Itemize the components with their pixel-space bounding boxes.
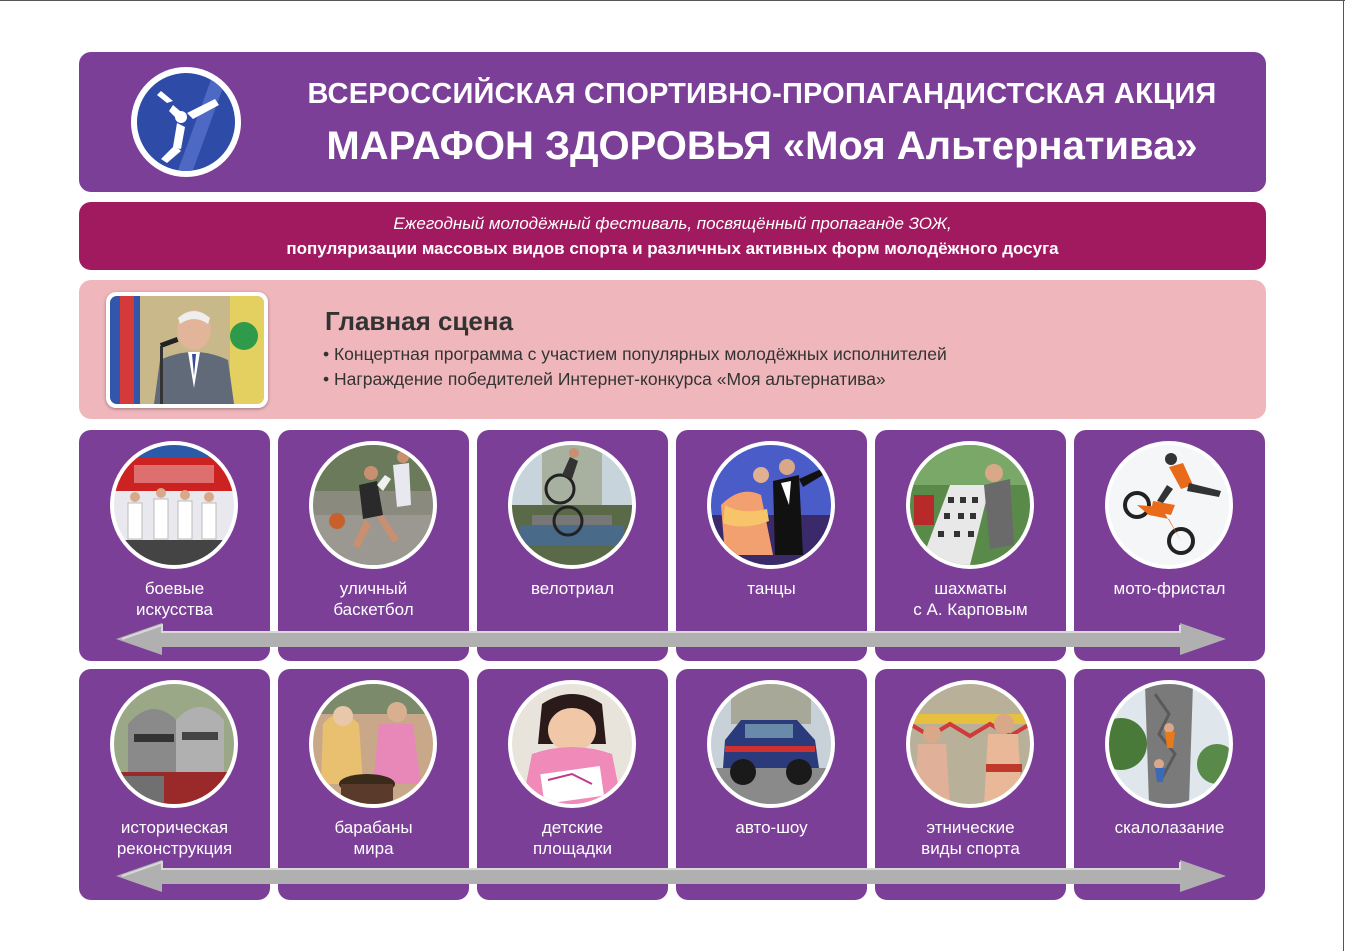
double-arrow-row2: [116, 858, 1226, 894]
kids-playgrounds-photo: [512, 684, 632, 804]
speaker-photo: [106, 292, 268, 408]
frame-line-right: [1343, 0, 1344, 951]
activity-label: скалолазание: [1114, 818, 1225, 837]
auto-show-photo: [711, 684, 831, 804]
moto-freestyle-photo: [1109, 445, 1229, 565]
main-stage-title: Главная сцена: [325, 306, 514, 336]
activity-label: боевые искусства: [135, 579, 213, 619]
rock-climbing-photo: [1109, 684, 1229, 804]
activity-label: уличный баскетбол: [333, 579, 414, 619]
martial-arts-photo: [114, 445, 234, 565]
description-line2: популяризации массовых видов спорта и различных активных форм молодёжного досуга: [286, 239, 1059, 258]
world-drums-photo: [313, 684, 433, 804]
bike-trial-photo: [512, 445, 632, 565]
activity-label: мото-фристал: [1113, 579, 1226, 598]
main-stage-panel: [79, 280, 1266, 419]
ethnic-sports-photo: [910, 684, 1030, 804]
header-title-line1: ВСЕРОССИЙСКАЯ СПОРТИВНО-ПРОПАГАНДИСТСКАЯ АКЦИЯ: [307, 78, 1217, 110]
activity-label: этнические виды спорта: [921, 818, 1020, 858]
historical-reenactment-photo: [114, 684, 234, 804]
double-arrow-row1: [116, 621, 1226, 657]
main-stage-item: • Награждение победителей Интернет-конкурса «Моя альтернатива»: [323, 369, 886, 389]
frame-line-top: [0, 0, 1345, 1]
activity-label: историческая реконструкция: [116, 818, 233, 858]
description-line1: Ежегодный молодёжный фестиваль, посвящённый пропаганде ЗОЖ,: [393, 214, 952, 233]
activity-label: детские площадки: [532, 818, 613, 858]
header-banner: [79, 52, 1266, 192]
breakdancer-logo-icon: [131, 67, 241, 177]
main-stage-item: • Концертная программа с участием популярных молодёжных исполнителей: [323, 344, 947, 364]
street-basketball-photo: [313, 445, 433, 565]
festival-description: [79, 202, 1266, 270]
activity-label: барабаны мира: [334, 818, 413, 858]
activity-label: танцы: [747, 579, 796, 598]
dance-photo: [711, 445, 831, 565]
activity-label: велотриал: [530, 579, 615, 598]
header-title-line2: МАРАФОН ЗДОРОВЬЯ «Моя Альтернатива»: [326, 124, 1198, 168]
activity-label: авто-шоу: [735, 818, 808, 837]
chess-photo: [910, 445, 1030, 565]
activity-label: шахматы с А. Карповым: [913, 579, 1028, 619]
